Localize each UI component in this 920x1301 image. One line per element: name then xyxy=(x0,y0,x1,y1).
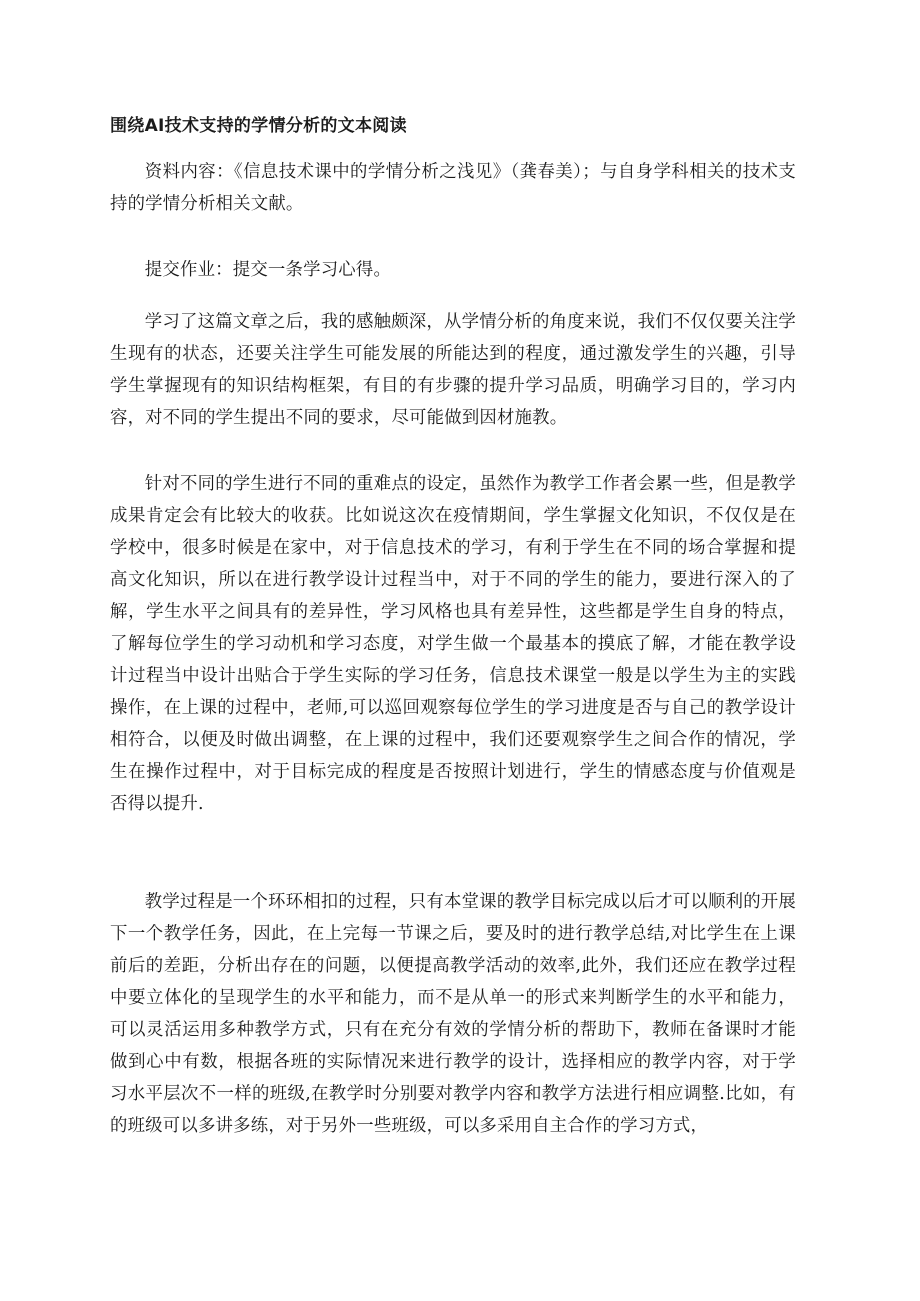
assignment-paragraph: 提交作业：提交一条学习心得。 xyxy=(144,260,392,280)
body-paragraph-2: 针对不同的学生进行不同的重难点的设定，虽然作为教学工作者会累一些，但是教学成果肯定会有比较大的收获。比如说这次在疫情期间，学生掌握文化知识，不仅仅是在学校中，很多时候是在家中，对于信息技术的学习，有利于学生在不同的场合掌握和提高文化知识，所以在进行教学设计过程当中，对于不同的学生的能力，要进行深入的了解，学生水平之间具有的差异性，学习风格也具有差异性，这些都是学生自身的特点，了解每位学生的学习动机和学习态度，对学生做一个最基本的摸底了解，才能在教学设计过程当中设计出贴合于学生实际的学习任务，信息技术课堂一般是以学生为主的实践操作，在上课的过程中，老师,可以巡回观察每位学生的学习进度是否与自己的教学设计相符合，以便及时做出调整，在上课的过程中，我们还要观察学生之间合作的情况，学生在操作过程中，对于目标完成的程度是否按照计划进行，学生的情感态度与价值观是否得以提升. xyxy=(110,474,796,814)
materials-paragraph: 资料内容：《信息技术课中的学情分析之浅见》（龚春美）；与自身学科相关的技术支持的学情分析相关文献。 xyxy=(110,162,796,214)
body-paragraph-1: 学习了这篇文章之后，我的感触颇深，从学情分析的角度来说，我们不仅仅要关注学生现有的状态，还要关注学生可能发展的所能达到的程度，通过激发学生的兴趣，引导学生掌握现有的知识结构框架，有目的有步骤的提升学习品质，明确学习目的，学习内容，对不同的学生提出不同的要求，尽可能做到因材施教。 xyxy=(110,312,796,428)
body-paragraph-3: 教学过程是一个环环相扣的过程，只有本堂课的教学目标完成以后才可以顺利的开展下一个教学任务，因此，在上完每一节课之后，要及时的进行教学总结,对比学生在上课前后的差距，分析出存在的问题，以便提高教学活动的效率,此外，我们还应在教学过程中要立体化的呈现学生的水平和能力，而不是从单一的形式来判断学生的水平和能力，可以灵活运用多种教学方式，只有在充分有效的学情分析的帮助下，教师在备课时才能做到心中有数，根据各班的实际情况来进行教学的设计，选择相应的教学内容，对于学习水平层次不一样的班级,在教学时分别要对教学内容和教学方法进行相应调整.比如，有的班级可以多讲多练，对于另外一些班级，可以多采用自主合作的学习方式， xyxy=(110,892,796,1136)
document-title: 围绕AI技术支持的学情分析的文本阅读 xyxy=(110,116,407,136)
